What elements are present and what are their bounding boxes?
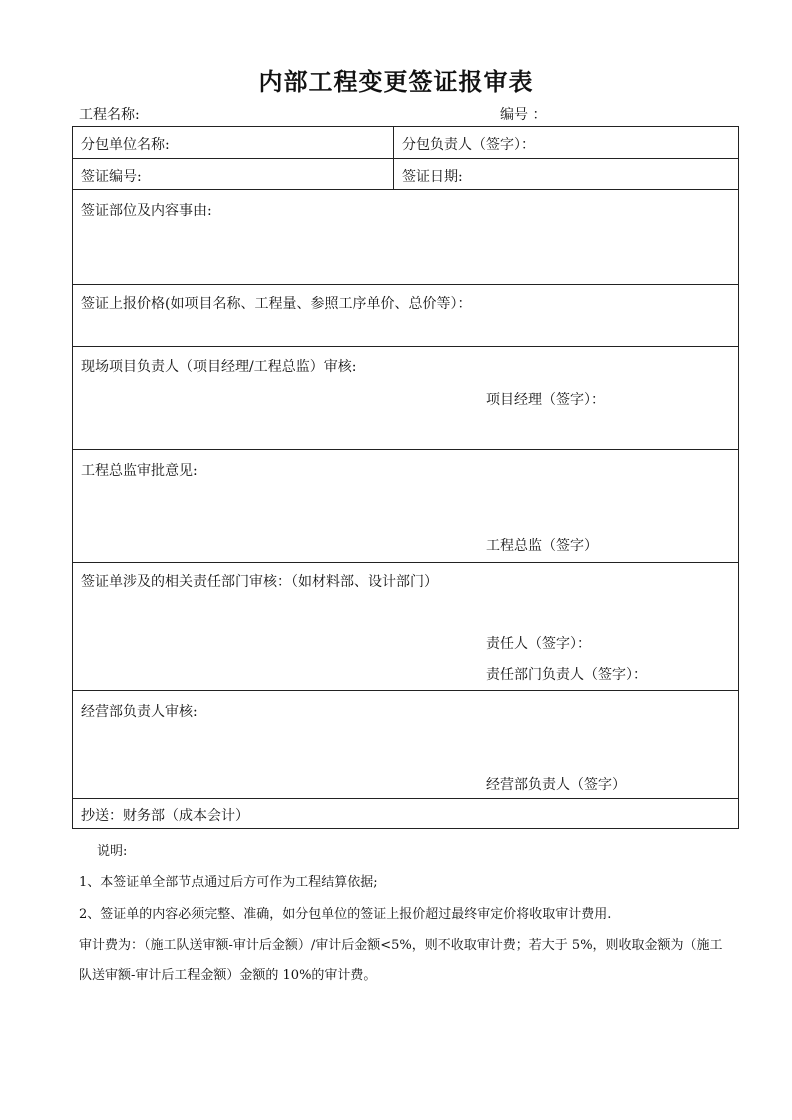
- notes-item-1: 1、本签证单全部节点通过后方可作为工程结算依据;: [79, 875, 378, 890]
- form-row-dept-review[interactable]: [73, 563, 738, 691]
- notes-item-2: 2、签证单的内容必须完整、准确，如分包单位的签证上报价超过最终审定价将收取审计费用.: [79, 907, 612, 922]
- visa-no-cell[interactable]: [73, 159, 393, 189]
- cc-label: 抄送：财务部（成本会计）: [81, 808, 249, 824]
- dept-head-sign-label: 责任部门负责人（签字）：: [486, 667, 647, 683]
- project-name-label: 工程名称:: [79, 107, 140, 123]
- form-row-business-review[interactable]: [73, 691, 738, 799]
- form-row-subcontractor: [73, 127, 738, 159]
- form-row-price[interactable]: [73, 285, 738, 347]
- notes-item-4: 队送审额-审计后工程金额）金额的 10%的审计费。: [79, 968, 377, 983]
- subcontractor-cell[interactable]: [73, 127, 393, 158]
- visa-date-cell[interactable]: [393, 159, 740, 189]
- pm-sign-label: 项目经理（签字）：: [486, 392, 605, 408]
- business-review-label: 经营部负责人审核:: [81, 704, 198, 720]
- form-row-chief-opinion[interactable]: [73, 450, 738, 563]
- subcontractor-lead-cell[interactable]: [393, 127, 740, 158]
- page-title: 内部工程变更签证报审表: [258, 68, 534, 96]
- number-label: 编号 ：: [500, 107, 547, 123]
- chief-opinion-label: 工程总监审批意见:: [81, 463, 198, 479]
- visa-no-label: 签证编号:: [81, 169, 142, 185]
- notes-heading: 说明:: [97, 844, 128, 859]
- notes-item-3: 审计费为：（施工队送审额-审计后金额）/审计后金额<5%，则不收取审计费；若大于 5%，则收取金额为（施工: [79, 938, 723, 953]
- form-row-cc: [73, 799, 738, 829]
- approval-form: [72, 126, 739, 829]
- responsible-sign-label: 责任人（签字）：: [486, 636, 591, 652]
- business-sign-label: 经营部负责人（签字）: [486, 777, 626, 793]
- form-row-visa: [73, 159, 738, 190]
- chief-sign-label: 工程总监（签字）: [486, 538, 598, 554]
- dept-review-label: 签证单涉及的相关责任部门审核：（如材料部、设计部门）: [81, 574, 438, 590]
- content-label: 签证部位及内容事由:: [81, 203, 212, 219]
- form-row-site-review[interactable]: [73, 347, 738, 450]
- subcontractor-label: 分包单位名称:: [81, 137, 170, 153]
- form-row-content[interactable]: [73, 190, 738, 285]
- site-review-label: 现场项目负责人（项目经理/工程总监）审核:: [81, 359, 357, 375]
- subcontractor-lead-label: 分包负责人（签字）：: [402, 137, 535, 153]
- price-label: 签证上报价格(如项目名称、工程量、参照工序单价、总价等）：: [81, 296, 472, 312]
- visa-date-label: 签证日期:: [402, 169, 463, 185]
